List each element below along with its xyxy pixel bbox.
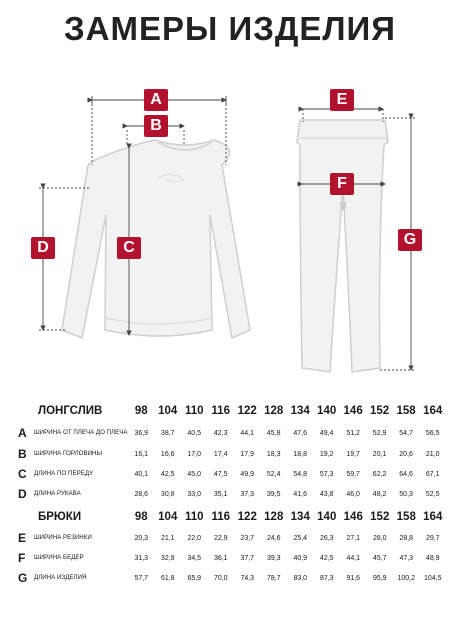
measurement-cell: 17,4 (213, 450, 228, 458)
measurement-cell: 36,9 (134, 429, 149, 437)
size-header: 158 (396, 405, 416, 417)
row-letter: D (18, 487, 27, 501)
measurement-cell: 35,1 (213, 490, 228, 498)
size-header: 134 (290, 511, 310, 523)
measurement-cell: 91,6 (346, 574, 361, 582)
measurement-cell: 44,1 (240, 429, 254, 437)
measurement-cell: 16,1 (134, 450, 149, 458)
row-letter: C (18, 467, 27, 481)
pants-header-row (16, 506, 446, 528)
measurement-cell: 40,5 (187, 429, 202, 437)
badge-g: G (398, 229, 422, 251)
measurement-cell: 39,5 (266, 490, 281, 498)
table-row (16, 568, 446, 588)
measurement-cell: 38,7 (160, 429, 175, 437)
measurement-cell: 78,7 (266, 574, 281, 582)
measurement-cell: 21,1 (160, 534, 175, 542)
size-header: 128 (264, 405, 284, 417)
measurement-cell: 40,1 (134, 470, 149, 478)
size-header: 152 (370, 511, 390, 523)
size-header: 146 (343, 511, 363, 523)
measurement-cell: 83,0 (293, 574, 308, 582)
measurement-cell: 37,3 (240, 490, 254, 498)
measurement-cell: 48,9 (425, 554, 440, 562)
measurement-cell: 54,7 (399, 429, 413, 437)
measurement-cell: 65,9 (187, 574, 202, 582)
measurement-cell: 43,8 (319, 490, 334, 498)
row-letter: E (18, 531, 27, 545)
measurement-cell: 18,3 (266, 450, 281, 458)
size-header: 110 (184, 511, 204, 523)
measurement-cell: 70,0 (213, 574, 228, 582)
size-header: 122 (237, 405, 257, 417)
measurement-cell: 16,6 (160, 450, 175, 458)
size-header: 116 (211, 511, 231, 523)
measurement-cell: 45,7 (372, 554, 387, 562)
row-letter: A (18, 426, 27, 440)
table-row (16, 444, 446, 464)
measurement-cell: 23,7 (240, 534, 255, 542)
measurement-cell: 22,0 (187, 534, 202, 542)
pants-size-table (16, 506, 446, 588)
badge-d: D (31, 237, 55, 259)
measurement-cell: 52,5 (425, 490, 440, 498)
table-row (16, 548, 446, 568)
measurement-cell: 28,8 (399, 534, 414, 542)
row-letter: F (18, 551, 26, 565)
row-label: ДЛИНА ИЗДЕЛИЯ (34, 574, 87, 582)
badge-b: B (144, 115, 168, 137)
measurement-cell: 46,0 (346, 490, 360, 498)
measurement-cell: 20,1 (372, 450, 387, 458)
size-header: 134 (290, 405, 310, 417)
measurement-cell: 50,3 (399, 490, 413, 498)
measurement-cell: 31,3 (134, 554, 149, 562)
longsleeve-header-row (16, 400, 446, 422)
measurement-cell: 17,0 (187, 450, 202, 458)
size-header: 128 (264, 511, 284, 523)
measurement-cell: 20,3 (134, 534, 149, 542)
row-label: ШИРИНА РЕЗИНКИ (34, 534, 92, 542)
measurement-cell: 24,6 (266, 534, 281, 542)
size-header: 104 (158, 511, 178, 523)
measurement-cell: 64,6 (399, 470, 413, 478)
size-header: 164 (423, 405, 443, 417)
measurement-cell: 67,1 (425, 470, 440, 478)
longsleeve-title: ЛОНГСЛИВ (38, 405, 103, 417)
row-label: ШИРИНА БЕДЕР (34, 554, 84, 562)
badge-f: F (330, 173, 354, 195)
measurement-cell: 44,1 (346, 554, 361, 562)
measurement-cell: 22,9 (213, 534, 228, 542)
table-row (16, 528, 446, 548)
measurement-cell: 62,2 (372, 470, 387, 478)
measurement-cell: 49,4 (319, 429, 334, 437)
measurement-cell: 26,3 (319, 534, 334, 542)
measurement-cell: 52,9 (372, 429, 387, 437)
measurement-cell: 28,6 (134, 490, 149, 498)
badge-c: C (117, 237, 141, 259)
measurement-cell: 51,2 (346, 429, 360, 437)
measurement-cell: 28,0 (372, 534, 387, 542)
measurement-cell: 25,4 (293, 534, 308, 542)
measurement-cell: 48,2 (372, 490, 387, 498)
measurement-cell: 37,7 (240, 554, 255, 562)
size-header: 164 (423, 511, 443, 523)
row-label: ДЛИНА ПО ПЕРЕДУ (34, 470, 94, 478)
row-label: ДЛИНА РУКАВА (34, 490, 81, 498)
measurement-cell: 49,9 (240, 470, 254, 478)
measurement-cell: 52,4 (266, 470, 281, 478)
measurement-cell: 39,3 (266, 554, 281, 562)
measurement-cell: 29,7 (425, 534, 440, 542)
size-header: 122 (237, 511, 257, 523)
badge-e: E (330, 89, 354, 111)
measurement-cell: 42,5 (160, 470, 175, 478)
measurement-cell: 59,7 (346, 470, 360, 478)
longsleeve-illustration (62, 140, 250, 338)
measurement-cell: 61,8 (160, 574, 175, 582)
measurement-cell: 18,8 (293, 450, 307, 458)
measurement-cell: 57,7 (134, 574, 149, 582)
size-header: 98 (134, 511, 148, 523)
measurement-cell: 47,3 (399, 554, 414, 562)
table-row (16, 484, 446, 504)
measurement-cell: 104,5 (423, 574, 442, 582)
measurement-cell: 40,9 (293, 554, 308, 562)
page-title: ЗАМЕРЫ ИЗДЕЛИЯ (64, 10, 396, 47)
size-header: 140 (317, 405, 337, 417)
measurement-cell: 45,8 (266, 429, 281, 437)
measurement-cell: 47,5 (213, 470, 228, 478)
measurement-cell: 34,5 (187, 554, 202, 562)
measurement-cell: 17,9 (240, 450, 254, 458)
measurement-cell: 30,8 (160, 490, 175, 498)
measurement-cell: 57,3 (319, 470, 334, 478)
row-label: ШИРИНА ГОРЛОВИНЫ (34, 450, 102, 458)
measurement-cell: 36,1 (213, 554, 228, 562)
measurement-cell: 47,6 (293, 429, 307, 437)
measurement-cell: 56,5 (425, 429, 440, 437)
longsleeve-size-table (16, 400, 446, 504)
measurement-cell: 42,3 (213, 429, 228, 437)
size-header: 116 (211, 405, 230, 417)
measurement-cell: 100,2 (397, 574, 416, 582)
size-header: 98 (134, 405, 148, 417)
measurement-cell: 33,0 (187, 490, 202, 498)
measurement-cell: 74,3 (240, 574, 255, 582)
measurement-cell: 95,9 (372, 574, 387, 582)
measurement-cell: 21,0 (425, 450, 440, 458)
row-letter: B (18, 447, 27, 461)
measurement-cell: 19,2 (319, 450, 334, 458)
pants-illustration (297, 120, 388, 372)
measurement-cell: 27,1 (346, 534, 361, 542)
table-row (16, 464, 446, 484)
row-letter: G (18, 571, 28, 585)
measurement-cell: 42,5 (319, 554, 334, 562)
badge-a: A (144, 89, 168, 111)
pants-title: БРЮКИ (38, 511, 82, 523)
measurement-cell: 54,8 (293, 470, 307, 478)
measurement-cell: 32,9 (160, 554, 175, 562)
size-header: 140 (317, 511, 337, 523)
size-header: 146 (343, 405, 363, 417)
measurement-cell: 19,7 (346, 450, 360, 458)
size-header: 104 (158, 405, 178, 417)
table-row (16, 422, 446, 444)
size-header: 152 (370, 405, 390, 417)
measurement-cell: 20,6 (399, 450, 413, 458)
measurement-cell: 87,3 (319, 574, 334, 582)
size-header: 110 (184, 405, 204, 417)
row-label: ШИРИНА ОТ ПЛЕЧА ДО ПЛЕЧА (34, 429, 128, 437)
measurement-cell: 45,0 (187, 470, 202, 478)
measurement-cell: 41,6 (293, 490, 307, 498)
size-header: 158 (396, 511, 416, 523)
